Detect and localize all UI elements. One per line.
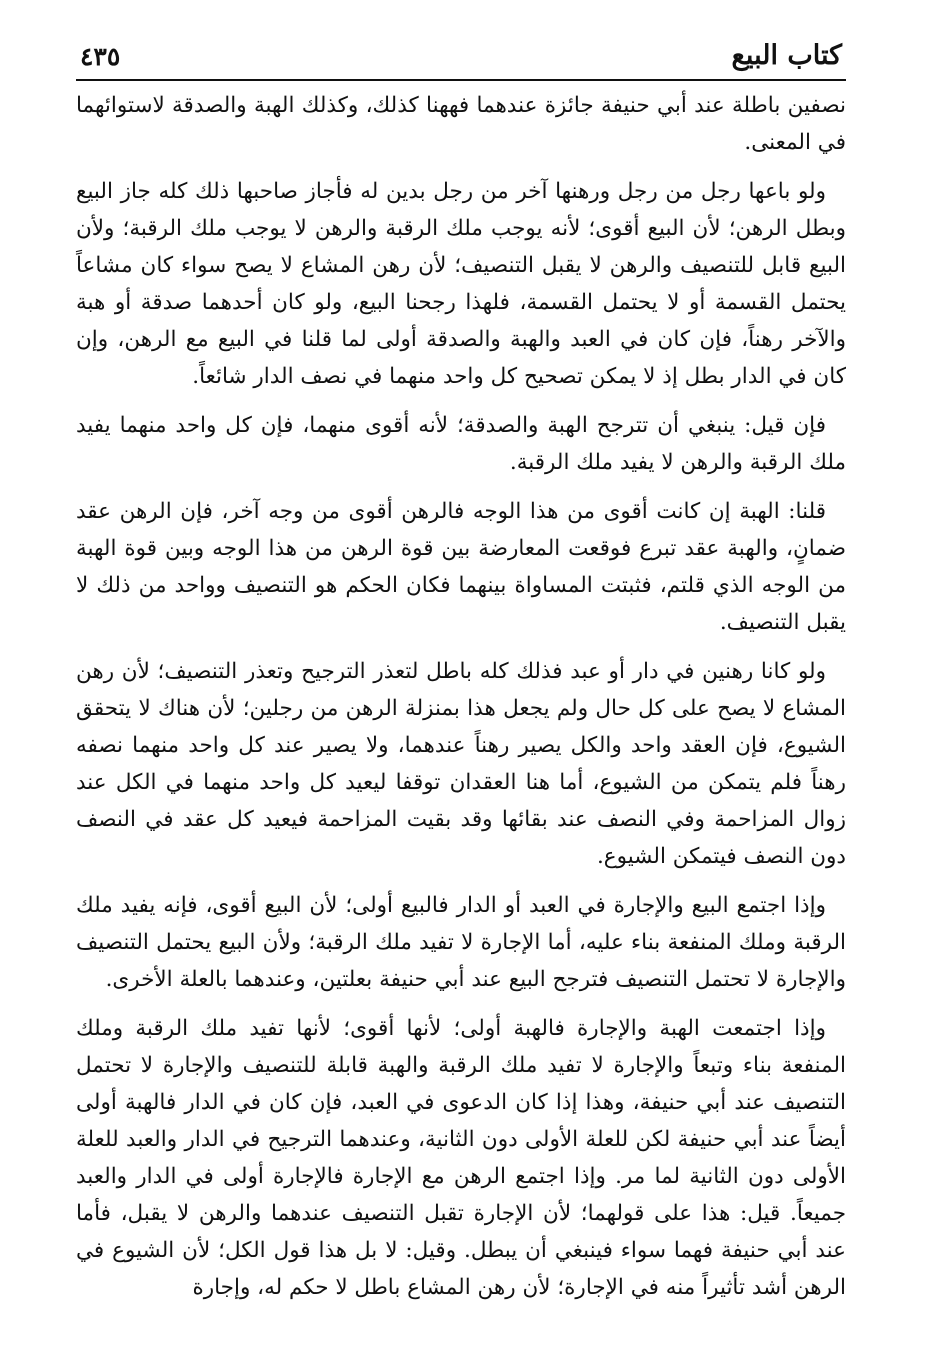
body-text <box>76 81 846 1306</box>
document-page <box>76 40 846 1318</box>
chapter-title: كتاب البيع <box>731 40 842 71</box>
paragraph: فإن قيل: ينبغي أن تترجح الهبة والصدقة؛ لأنه أقوى منهما، فإن كل واحد منهما يفيد ملك الرقبة والرهن لا يفيد ملك الرقبة. <box>76 413 846 475</box>
paragraph: وإذا اجتمعت الهبة والإجارة فالهبة أولى؛ لأنها أقوى؛ لأنها تفيد ملك الرقبة وملك المنفعة بناء وتبعاً والإجارة لا تفيد ملك الرقبة والهبة قابلة للتنصيف والإجارة لا تحتمل التنصيف عند أبي حنيفة، وهذا إذا كان الدعوى في العبد، فإن كان في الدار فالهبة أولى أيضاً عند أبي حنيفة لكن للعلة الأولى دون الثانية، وعندهما الترجيح في الدار والعبد للعلة الأولى دون الثانية لما مر. وإذا اجتمع الرهن مع الإجارة فالإجارة أولى في الدار والعبد جميعاً. قيل: هذا على قولهما؛ لأن الإجارة تقبل التنصيف عندهما والرهن لا يقبل، فأما عند أبي حنيفة فهما سواء فينبغي أن يبطل. وقيل: لا بل هذا قول الكل؛ لأن الشيوع في الرهن أشد تأثيراً منه في الإجارة؛ لأن رهن المشاع باطل لا حكم له، وإجارة <box>76 1016 846 1300</box>
paragraph: وإذا اجتمع البيع والإجارة في العبد أو الدار فالبيع أولى؛ لأن البيع أقوى، فإنه يفيد ملك الرقبة وملك المنفعة بناء عليه، أما الإجارة لا تفيد ملك الرقبة؛ ولأن البيع يحتمل التنصيف والإجارة لا تحتمل التنصيف فترجح البيع عند أبي حنيفة بعلتين، وعندهما بالعلة الأخرى. <box>76 893 846 992</box>
paragraph: قلنا: الهبة إن كانت أقوى من هذا الوجه فالرهن أقوى من وجه آخر، فإن الرهن عقد ضمانٍ، والهبة عقد تبرع فوقعت المعارضة بين قوة الرهن من هذا الوجه وبين قوة الهبة من الوجه الذي قلتم، فثبتت المساواة بينهما فكان الحكم هو التنصيف وواحد من ذلك لا يقبل التنصيف. <box>76 499 846 635</box>
paragraph: ولو كانا رهنين في دار أو عبد فذلك كله باطل لتعذر الترجيح وتعذر التنصيف؛ لأن رهن المشاع لا يصح على كل حال ولم يجعل هذا بمنزلة الرهن من رجلين؛ لأن هناك لا يتحقق الشيوع، فإن العقد واحد والكل يصير رهناً عندهما، ولا يصير عند كل واحد منهما نصفه رهناً فلم يتمكن من الشيوع، أما هنا العقدان توقفا ليعيد كل واحد منهما في الكل عند زوال المزاحمة وفي النصف عند بقائها وقد بقيت المزاحمة فيعيد كل عقد في النصف دون النصف فيتمكن الشيوع. <box>76 659 846 869</box>
page-number: ٤٣٥ <box>80 42 121 71</box>
paragraph: ولو باعها رجل من رجل ورهنها آخر من رجل بدين له فأجاز صاحبها ذلك كله جاز البيع وبطل الرهن؛ لأن البيع أقوى؛ لأنه يوجب ملك الرقبة والرهن لا يوجب ملك الرقبة؛ ولأن البيع قابل للتنصيف والرهن لا يقبل التنصيف؛ لأن رهن المشاع لا يصح سواء كان مشاعاً يحتمل القسمة أو لا يحتمل القسمة، فلهذا رجحنا البيع، ولو كان أحدهما صدقة أو هبة والآخر رهناً، فإن كان في العبد والهبة والصدقة أولى لما قلنا في البيع مع الرهن، وإن كان في الدار بطل إذ لا يمكن تصحيح كل واحد منهما في نصف الدار شائعاً. <box>76 179 846 389</box>
running-head <box>76 40 846 81</box>
paragraph: نصفين باطلة عند أبي حنيفة جائزة عندهما فههنا كذلك، وكذلك الهبة والصدقة لاستوائهما في المعنى. <box>76 93 846 155</box>
